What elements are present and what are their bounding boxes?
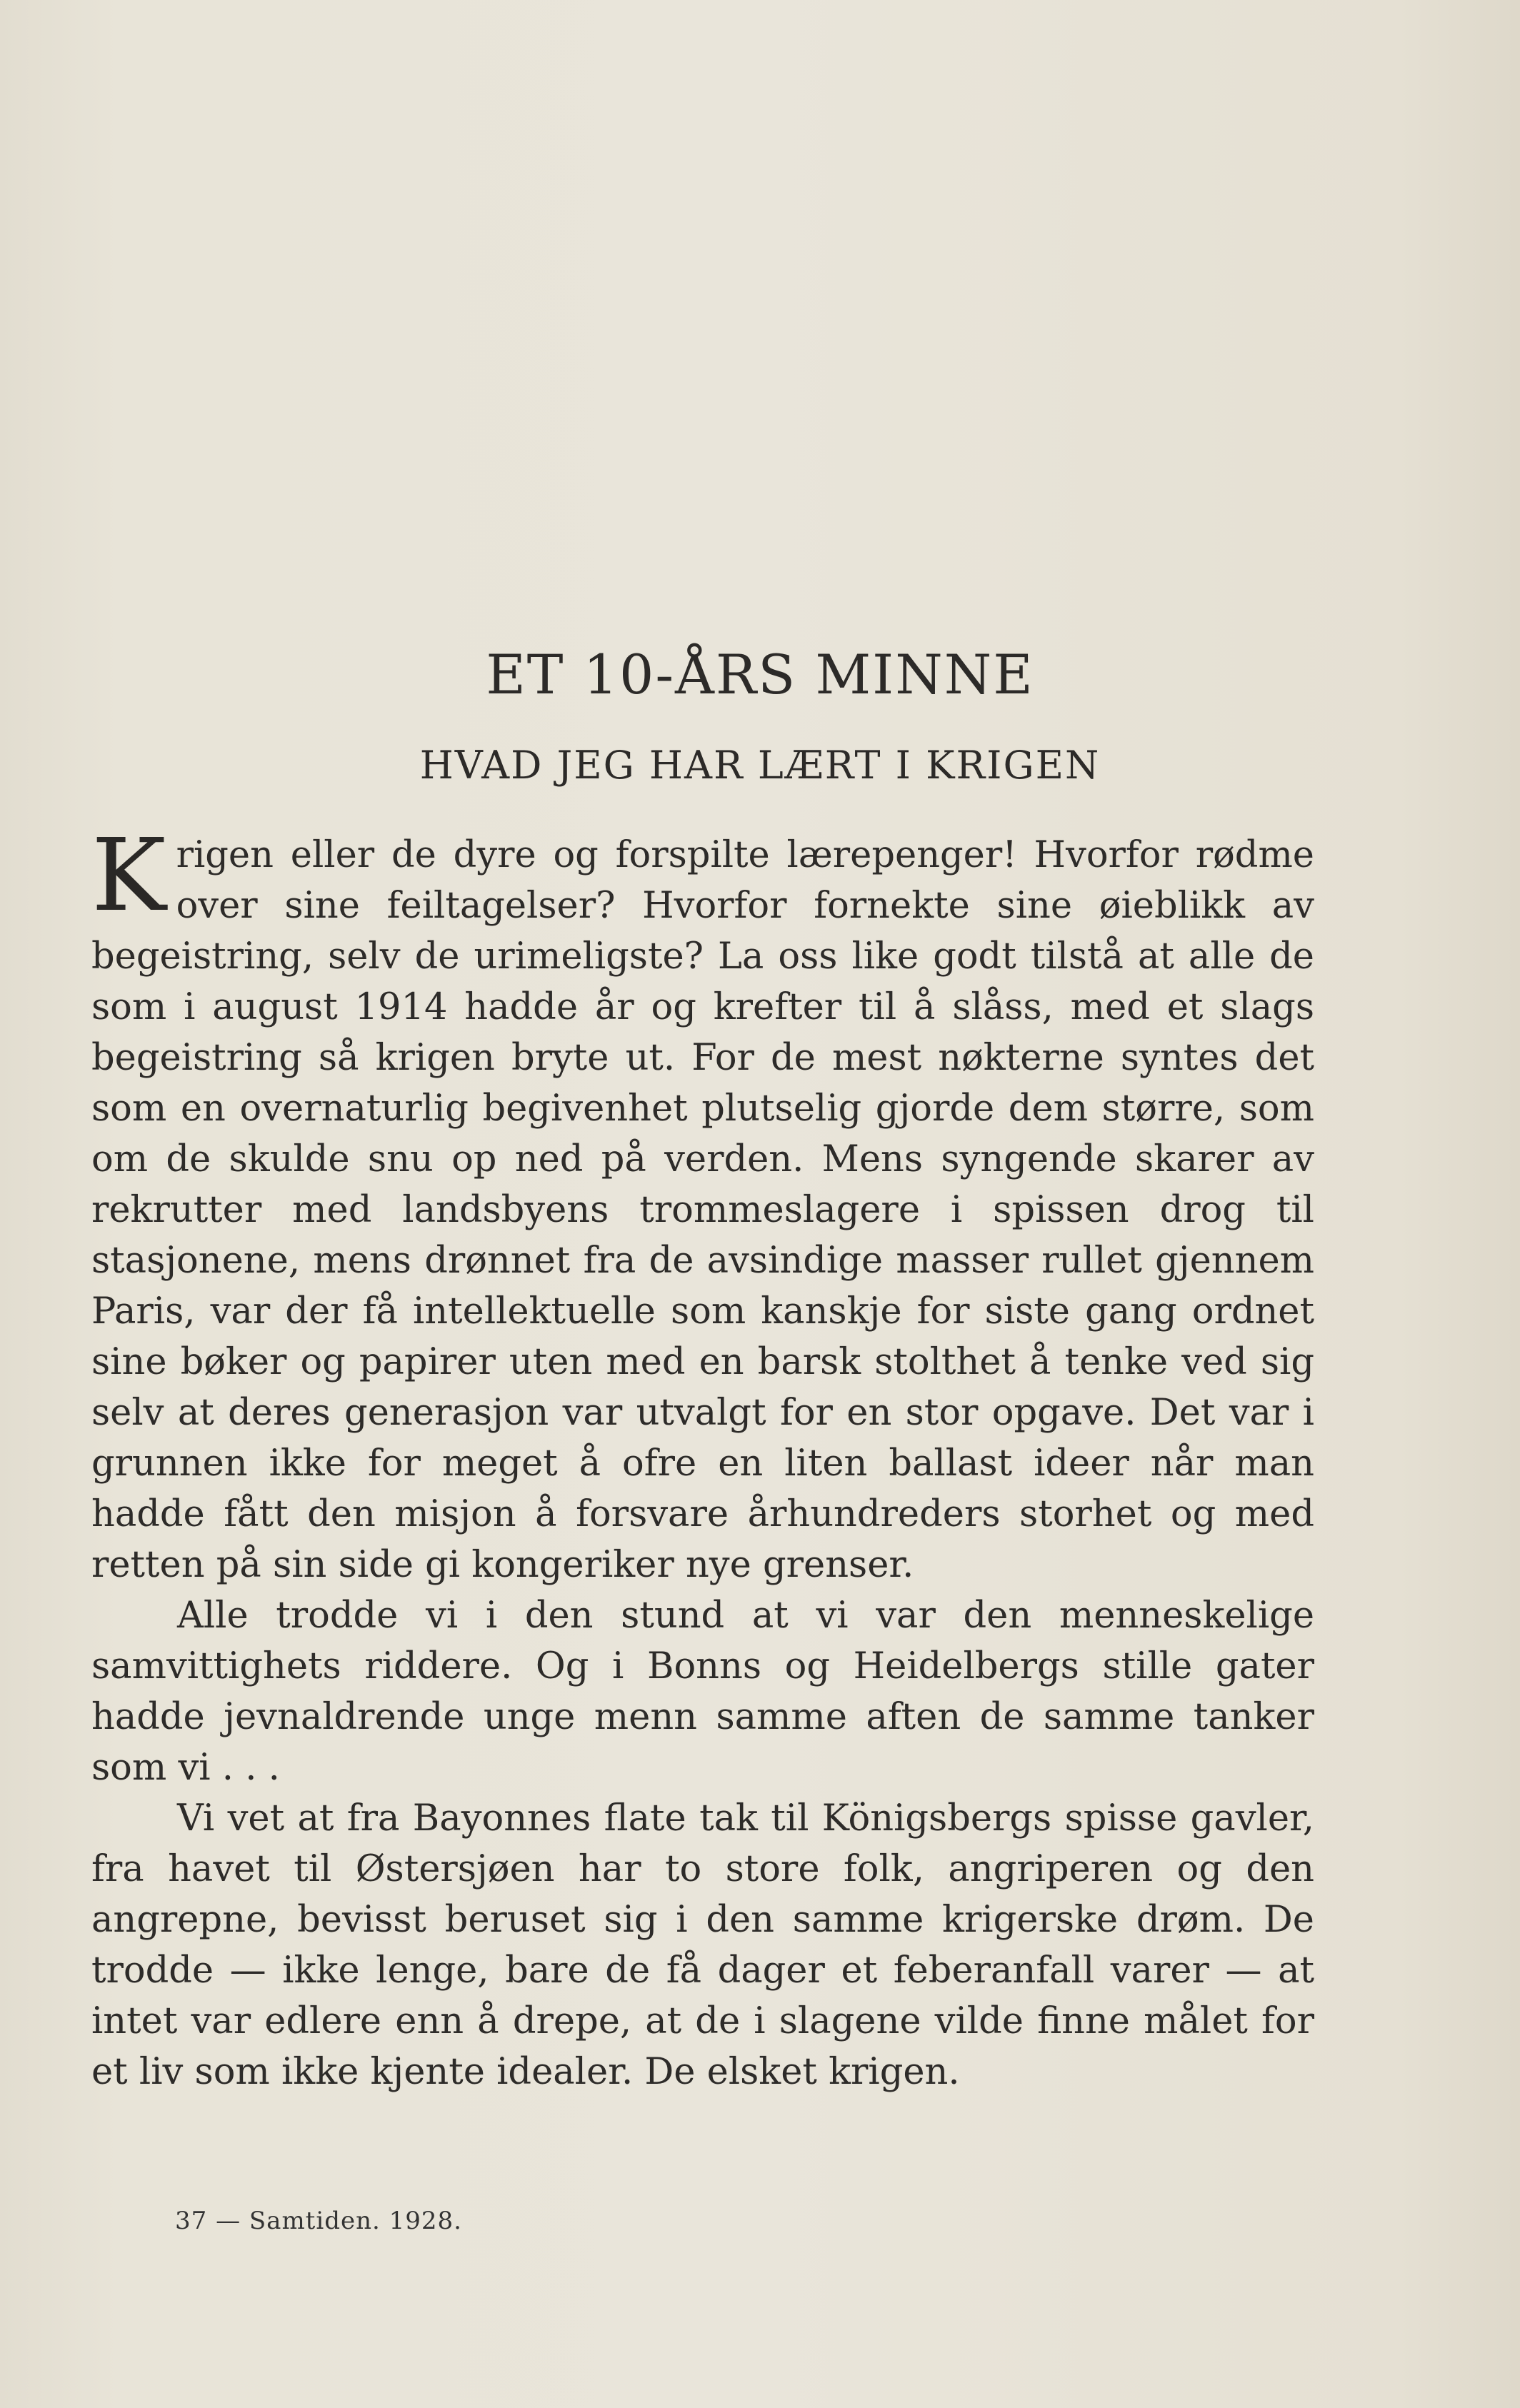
page-title: ET 10-ÅRS MINNE (486, 643, 1034, 706)
page-footer: 37 — Samtiden. 1928. (175, 2207, 462, 2235)
paragraph-1-text: rigen eller de dyre og forspilte lærepenger! Hvorfor rødme over sine feiltagelser? Hvorfor fornekte sine øieblikk av begeistring, selv de urimeligste? La oss like godt tilstå at alle de som i august 1914 hadde år og krefter til å slåss, med et slags begeistring så krigen bryte ut. For de mest nøkterne syntes det som en overnaturlig begivenhet plutselig gjorde dem større, som om de skulde snu op ned på verden. Mens syngende skarer av rekrutter med landsbyens trommeslagere i spissen drog til stasjonene, mens drønnet fra de avsindige masser rullet gjennem Paris, var der få intellektuelle som kanskje for siste gang ordnet sine bøker og papirer uten med en barsk stolthet å tenke ved sig selv at deres generasjon var utvalgt for en stor opgave. Det var i grunnen ikke for meget å ofre en liten ballast ideer når man hadde fått den misjon å forsvare århundreders storhet og med retten på sin side gi kongeriker nye grenser. (91, 834, 1314, 1586)
drop-cap: K (91, 818, 166, 934)
paragraph-2: Alle trodde vi i den stund at vi var den menneskelige samvittighets riddere. Og i Bonns og Heidelbergs stille gater hadde jevnaldrende unge menn samme aften de samme tanker som vi . . . (91, 1595, 1314, 1789)
paragraph-3: Vi vet at fra Bayonnes flate tak til Königsbergs spisse gavler, fra havet til Østersjøen har to store folk, angriperen og den angrepne, bevisst beruset sig i den samme krigerske drøm. De trodde — ikke lenge, bare de få dager et feberanfall varer — at intet var edlere enn å drepe, at de i slagene vilde finne målet for et liv som ikke kjente idealer. De elsket krigen. (91, 1797, 1314, 2093)
paragraph-1 (91, 818, 1314, 1590)
article-body (91, 818, 1314, 2097)
page-subtitle: HVAD JEG HAR LÆRT I KRIGEN (419, 743, 1101, 788)
